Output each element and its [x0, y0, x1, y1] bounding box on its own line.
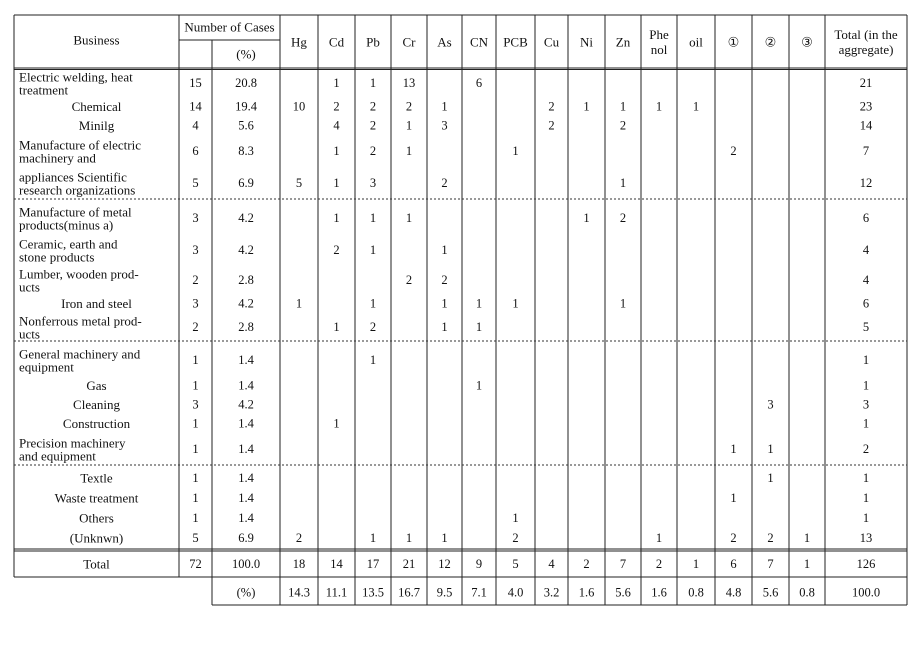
row-2-0-cases: 1	[192, 353, 199, 367]
row-1-4-business-line-1: Nonferrous metal prod-	[19, 313, 142, 328]
percent-col-4: 16.7	[398, 585, 420, 600]
row-0-3-col-2: 1	[333, 144, 340, 158]
percent-col-16: 100.0	[851, 585, 881, 600]
row-1-3-business: Iron and steel	[61, 296, 132, 311]
header-col-12: oil	[689, 34, 703, 50]
row-0-4-business	[19, 169, 135, 197]
header-col-3: Pb	[366, 34, 380, 50]
row-1-0-col-3: 1	[369, 211, 377, 225]
header-col-6: CN	[469, 34, 489, 50]
row-3-2-cases: 1	[192, 511, 199, 525]
total-col-4: 21	[402, 557, 416, 571]
percent-col-11: 1.6	[651, 585, 667, 600]
row-0-0-business-line-2: treatment	[19, 82, 69, 97]
row-2-2-business: Cleaning	[73, 397, 120, 412]
row-0-3-cases: 6	[192, 144, 199, 158]
row-2-4-business-line-2: and equipment	[19, 448, 96, 463]
row-0-1-col-3: 2	[369, 99, 377, 114]
row-0-3-percent: 8.3	[238, 144, 254, 158]
percent-col-15: 0.8	[799, 585, 815, 600]
total-col-15: 1	[803, 557, 811, 571]
header-col-11: Phe nol	[649, 26, 669, 57]
row-0-1-col-2: 2	[333, 99, 340, 114]
row-2-3-percent: 1.4	[238, 416, 254, 431]
row-3-2-col-16: 1	[862, 511, 870, 525]
row-3-3-col-5: 1	[441, 531, 448, 545]
header-col-2: Cd	[328, 34, 345, 50]
row-0-0-percent: 20.8	[235, 76, 257, 90]
row-0-3-business-line-2: machinery and	[19, 150, 96, 165]
row-1-4-col-3: 2	[369, 320, 377, 334]
row-0-4-col-16: 12	[859, 176, 873, 190]
row-2-0-business-line-1: General machinery and	[19, 346, 141, 361]
row-0-4-cases: 5	[192, 176, 199, 190]
row-2-1-percent: 1.4	[238, 378, 254, 393]
row-3-1-percent: 1.4	[238, 491, 254, 505]
row-1-4-cases: 2	[192, 320, 199, 334]
row-0-1-col-9: 1	[583, 99, 590, 114]
row-3-0-business: Textle	[80, 470, 113, 486]
total-col-1: 18	[292, 557, 306, 571]
total-percent: 100.0	[231, 557, 261, 571]
row-1-2-percent: 2.8	[238, 273, 254, 287]
row-0-4-col-3: 3	[369, 176, 377, 190]
row-0-4-business-line-1: appliances Scientific	[19, 169, 127, 184]
row-3-3-col-16: 13	[859, 531, 873, 545]
row-0-0-col-2: 1	[333, 76, 340, 90]
row-0-0-col-4: 13	[402, 76, 416, 90]
row-1-0-business-line-2: products(minus a)	[19, 217, 114, 232]
row-1-3-col-3: 1	[369, 296, 377, 311]
row-1-0-col-4: 1	[405, 211, 413, 225]
row-0-4-business-line-2: research organizations	[19, 182, 136, 197]
row-2-4-percent: 1.4	[238, 442, 254, 456]
row-1-3-col-5: 1	[441, 296, 448, 311]
row-0-1-percent: 19.4	[235, 99, 257, 114]
row-0-1-col-16: 23	[859, 99, 873, 114]
percent-col-9: 1.6	[578, 585, 595, 600]
row-2-1-col-6: 1	[475, 378, 483, 393]
row-1-4-col-2: 1	[333, 320, 340, 334]
row-3-3-col-14: 2	[767, 531, 774, 545]
total-cases: 72	[189, 557, 202, 571]
row-1-3-percent: 4.2	[238, 296, 254, 311]
header-business: Business	[73, 32, 120, 48]
row-0-4-col-1: 5	[295, 176, 303, 190]
header-col-7: PCB	[503, 34, 528, 50]
header-percent: (%)	[236, 46, 256, 62]
header-col-1: Hg	[291, 34, 307, 50]
row-0-2-col-10: 2	[619, 118, 627, 133]
row-1-0-col-9: 1	[583, 211, 590, 225]
header-col-5: As	[437, 34, 452, 50]
row-3-2-percent: 1.4	[238, 511, 254, 525]
row-2-2-cases: 3	[192, 397, 199, 412]
row-2-3-business: Construction	[62, 416, 131, 431]
row-1-4-percent: 2.8	[238, 320, 254, 334]
total-col-8: 4	[548, 557, 555, 571]
percent-col-1: 14.3	[288, 585, 310, 600]
row-2-4-cases: 1	[192, 442, 199, 456]
header-col-16: Total (in the aggregate)	[834, 26, 898, 57]
percent-col-5: 9.5	[436, 585, 453, 600]
row-0-1-business: Chemical	[71, 99, 122, 114]
row-1-1-col-16: 4	[862, 243, 870, 257]
total-col-14: 7	[767, 557, 774, 571]
row-2-0-col-3: 1	[369, 353, 377, 367]
row-2-4-col-16: 2	[862, 442, 870, 456]
header-col-4: Cr	[402, 34, 416, 50]
row-1-3-col-6: 1	[475, 296, 483, 311]
row-3-3-col-11: 1	[655, 531, 663, 545]
header-col-8: Cu	[543, 34, 560, 50]
percent-col-2: 11.1	[325, 585, 348, 600]
row-3-0-col-14: 1	[767, 471, 774, 485]
row-1-2-col-4: 2	[405, 273, 413, 287]
row-2-4-col-13: 1	[730, 442, 737, 456]
row-3-2-col-7: 1	[512, 511, 519, 525]
row-0-3-col-4: 1	[405, 144, 413, 158]
row-1-1-business	[19, 236, 118, 264]
row-1-3-col-16: 6	[862, 296, 870, 311]
row-0-1-cases: 14	[189, 99, 202, 114]
row-2-0-percent: 1.4	[238, 353, 254, 367]
row-0-1-col-1: 10	[292, 99, 306, 114]
row-0-4-col-10: 1	[619, 176, 627, 190]
row-0-2-col-8: 2	[548, 118, 555, 133]
row-2-4-business-line-1: Precision machinery	[19, 435, 126, 450]
total-col-11: 2	[655, 557, 663, 571]
total-col-6: 9	[475, 557, 483, 571]
header-col-15: ③	[801, 34, 813, 50]
row-1-0-col-2: 1	[333, 211, 340, 225]
row-0-4-percent: 6.9	[238, 176, 254, 190]
row-1-0-cases: 3	[192, 211, 199, 225]
row-1-1-business-line-1: Ceramic, earth and	[19, 236, 118, 251]
percent-col-6: 7.1	[471, 585, 487, 600]
row-2-0-business-line-2: equipment	[19, 359, 74, 374]
percent-col-13: 4.8	[725, 585, 742, 600]
total-col-16: 126	[856, 557, 876, 571]
row-3-3-percent: 6.9	[238, 531, 254, 545]
percent-row-label: (%)	[236, 585, 256, 600]
row-0-2-col-4: 1	[405, 118, 413, 133]
percent-col-10: 5.6	[615, 585, 631, 600]
row-3-3-col-1: 2	[295, 531, 303, 545]
row-2-0-business	[19, 346, 141, 374]
row-0-1-col-8: 2	[548, 99, 555, 114]
row-2-3-cases: 1	[192, 416, 199, 431]
row-2-3-col-16: 1	[862, 416, 870, 431]
total-col-5: 12	[438, 557, 451, 571]
row-0-0-business	[19, 69, 133, 97]
total-col-12: 1	[692, 557, 700, 571]
row-1-1-percent: 4.2	[238, 243, 254, 257]
row-0-1-col-11: 1	[655, 99, 663, 114]
row-3-3-col-15: 1	[803, 531, 811, 545]
total-col-7: 5	[512, 557, 519, 571]
row-3-1-col-16: 1	[862, 491, 870, 505]
row-2-2-col-14: 3	[767, 397, 774, 412]
row-1-4-col-6: 1	[475, 320, 483, 334]
row-3-3-col-4: 1	[405, 531, 413, 545]
row-0-2-col-16: 14	[859, 118, 873, 133]
row-1-4-col-5: 1	[441, 320, 448, 334]
row-1-4-business	[19, 313, 142, 341]
row-1-3-cases: 3	[192, 296, 199, 311]
row-1-0-business-line-1: Manufacture of metal	[19, 204, 132, 219]
row-1-2-business-line-2: ucts	[19, 279, 40, 294]
row-0-4-col-5: 2	[441, 176, 448, 190]
total-label: Total	[83, 556, 110, 572]
total-col-3: 17	[366, 557, 380, 571]
row-0-3-col-16: 7	[862, 144, 870, 158]
row-0-3-col-3: 2	[369, 144, 377, 158]
row-0-1-col-10: 1	[619, 99, 627, 114]
row-0-3-business	[19, 137, 141, 165]
row-3-1-cases: 1	[192, 491, 199, 505]
row-3-0-percent: 1.4	[238, 471, 254, 485]
row-1-2-col-16: 4	[862, 273, 870, 287]
total-col-10: 7	[619, 557, 627, 571]
row-1-1-business-line-2: stone products	[19, 249, 95, 264]
row-3-1-business: Waste treatment	[54, 490, 139, 506]
row-0-2-cases: 4	[192, 118, 199, 133]
row-0-0-business-line-1: Electric welding, heat	[19, 69, 133, 84]
row-2-3-col-2: 1	[333, 416, 340, 431]
row-3-3-business: (Unknwn)	[69, 530, 124, 546]
row-1-0-col-16: 6	[862, 211, 870, 225]
row-2-4-business	[19, 435, 126, 463]
row-3-2-business: Others	[79, 510, 114, 526]
percent-col-8: 3.2	[543, 585, 560, 600]
header-col-9: Ni	[580, 34, 593, 50]
row-1-0-business	[19, 204, 132, 232]
row-1-2-col-5: 2	[441, 273, 448, 287]
row-2-1-col-16: 1	[862, 378, 870, 393]
row-3-3-col-7: 2	[512, 531, 519, 545]
header-number-of-cases: Number of Cases	[184, 19, 275, 35]
row-2-0-col-16: 1	[862, 353, 870, 367]
row-0-2-percent: 5.6	[238, 118, 254, 133]
row-1-0-col-10: 2	[619, 211, 627, 225]
percent-col-3: 13.5	[362, 585, 384, 600]
row-0-3-col-13: 2	[730, 144, 737, 158]
total-col-13: 6	[730, 557, 737, 571]
row-1-2-business	[19, 266, 139, 294]
row-2-4-col-14: 1	[767, 442, 774, 456]
row-2-2-col-16: 3	[862, 397, 870, 412]
row-0-1-col-4: 2	[405, 99, 413, 114]
row-2-2-percent: 4.2	[238, 397, 254, 412]
row-0-0-col-16: 21	[859, 76, 873, 90]
percent-col-7: 4.0	[507, 585, 524, 600]
row-3-3-col-3: 1	[369, 531, 377, 545]
row-1-2-cases: 2	[192, 273, 199, 287]
row-1-4-col-16: 5	[862, 320, 870, 334]
row-3-3-cases: 5	[192, 531, 199, 545]
row-0-0-col-3: 1	[369, 76, 377, 90]
row-0-4-col-2: 1	[333, 176, 340, 190]
row-3-0-col-16: 1	[862, 471, 870, 485]
row-1-1-col-5: 1	[441, 243, 448, 257]
row-1-3-col-10: 1	[619, 296, 627, 311]
row-0-0-col-6: 6	[475, 76, 483, 90]
header-col-14: ②	[764, 34, 777, 50]
row-1-3-col-1: 1	[295, 296, 303, 311]
row-3-3-col-13: 2	[730, 531, 737, 545]
row-3-0-cases: 1	[192, 471, 199, 485]
row-1-1-col-3: 1	[369, 243, 377, 257]
row-1-2-business-line-1: Lumber, wooden prod-	[19, 266, 139, 281]
row-1-0-percent: 4.2	[238, 211, 254, 225]
row-0-2-col-5: 3	[441, 118, 448, 133]
header-col-13: ①	[727, 34, 740, 50]
row-1-1-col-2: 2	[333, 243, 340, 257]
row-0-3-col-7: 1	[512, 144, 519, 158]
row-0-2-col-3: 2	[369, 118, 377, 133]
row-3-1-col-13: 1	[730, 491, 737, 505]
row-0-2-col-2: 4	[333, 118, 340, 133]
row-0-3-business-line-1: Manufacture of electric	[19, 137, 141, 152]
header-col-10: Zn	[615, 34, 631, 50]
row-0-2-business: Minilg	[78, 118, 115, 133]
row-1-1-cases: 3	[192, 243, 199, 257]
total-col-2: 14	[330, 557, 343, 571]
row-2-1-cases: 1	[192, 378, 199, 393]
row-0-0-cases: 15	[189, 76, 202, 90]
row-2-1-business: Gas	[86, 378, 107, 393]
row-1-4-business-line-2: ucts	[19, 326, 40, 341]
total-col-9: 2	[583, 557, 590, 571]
percent-col-14: 5.6	[762, 585, 779, 600]
percent-col-12: 0.8	[688, 585, 704, 600]
row-0-1-col-12: 1	[692, 99, 700, 114]
row-0-1-col-5: 1	[441, 99, 448, 114]
row-1-3-col-7: 1	[512, 296, 519, 311]
